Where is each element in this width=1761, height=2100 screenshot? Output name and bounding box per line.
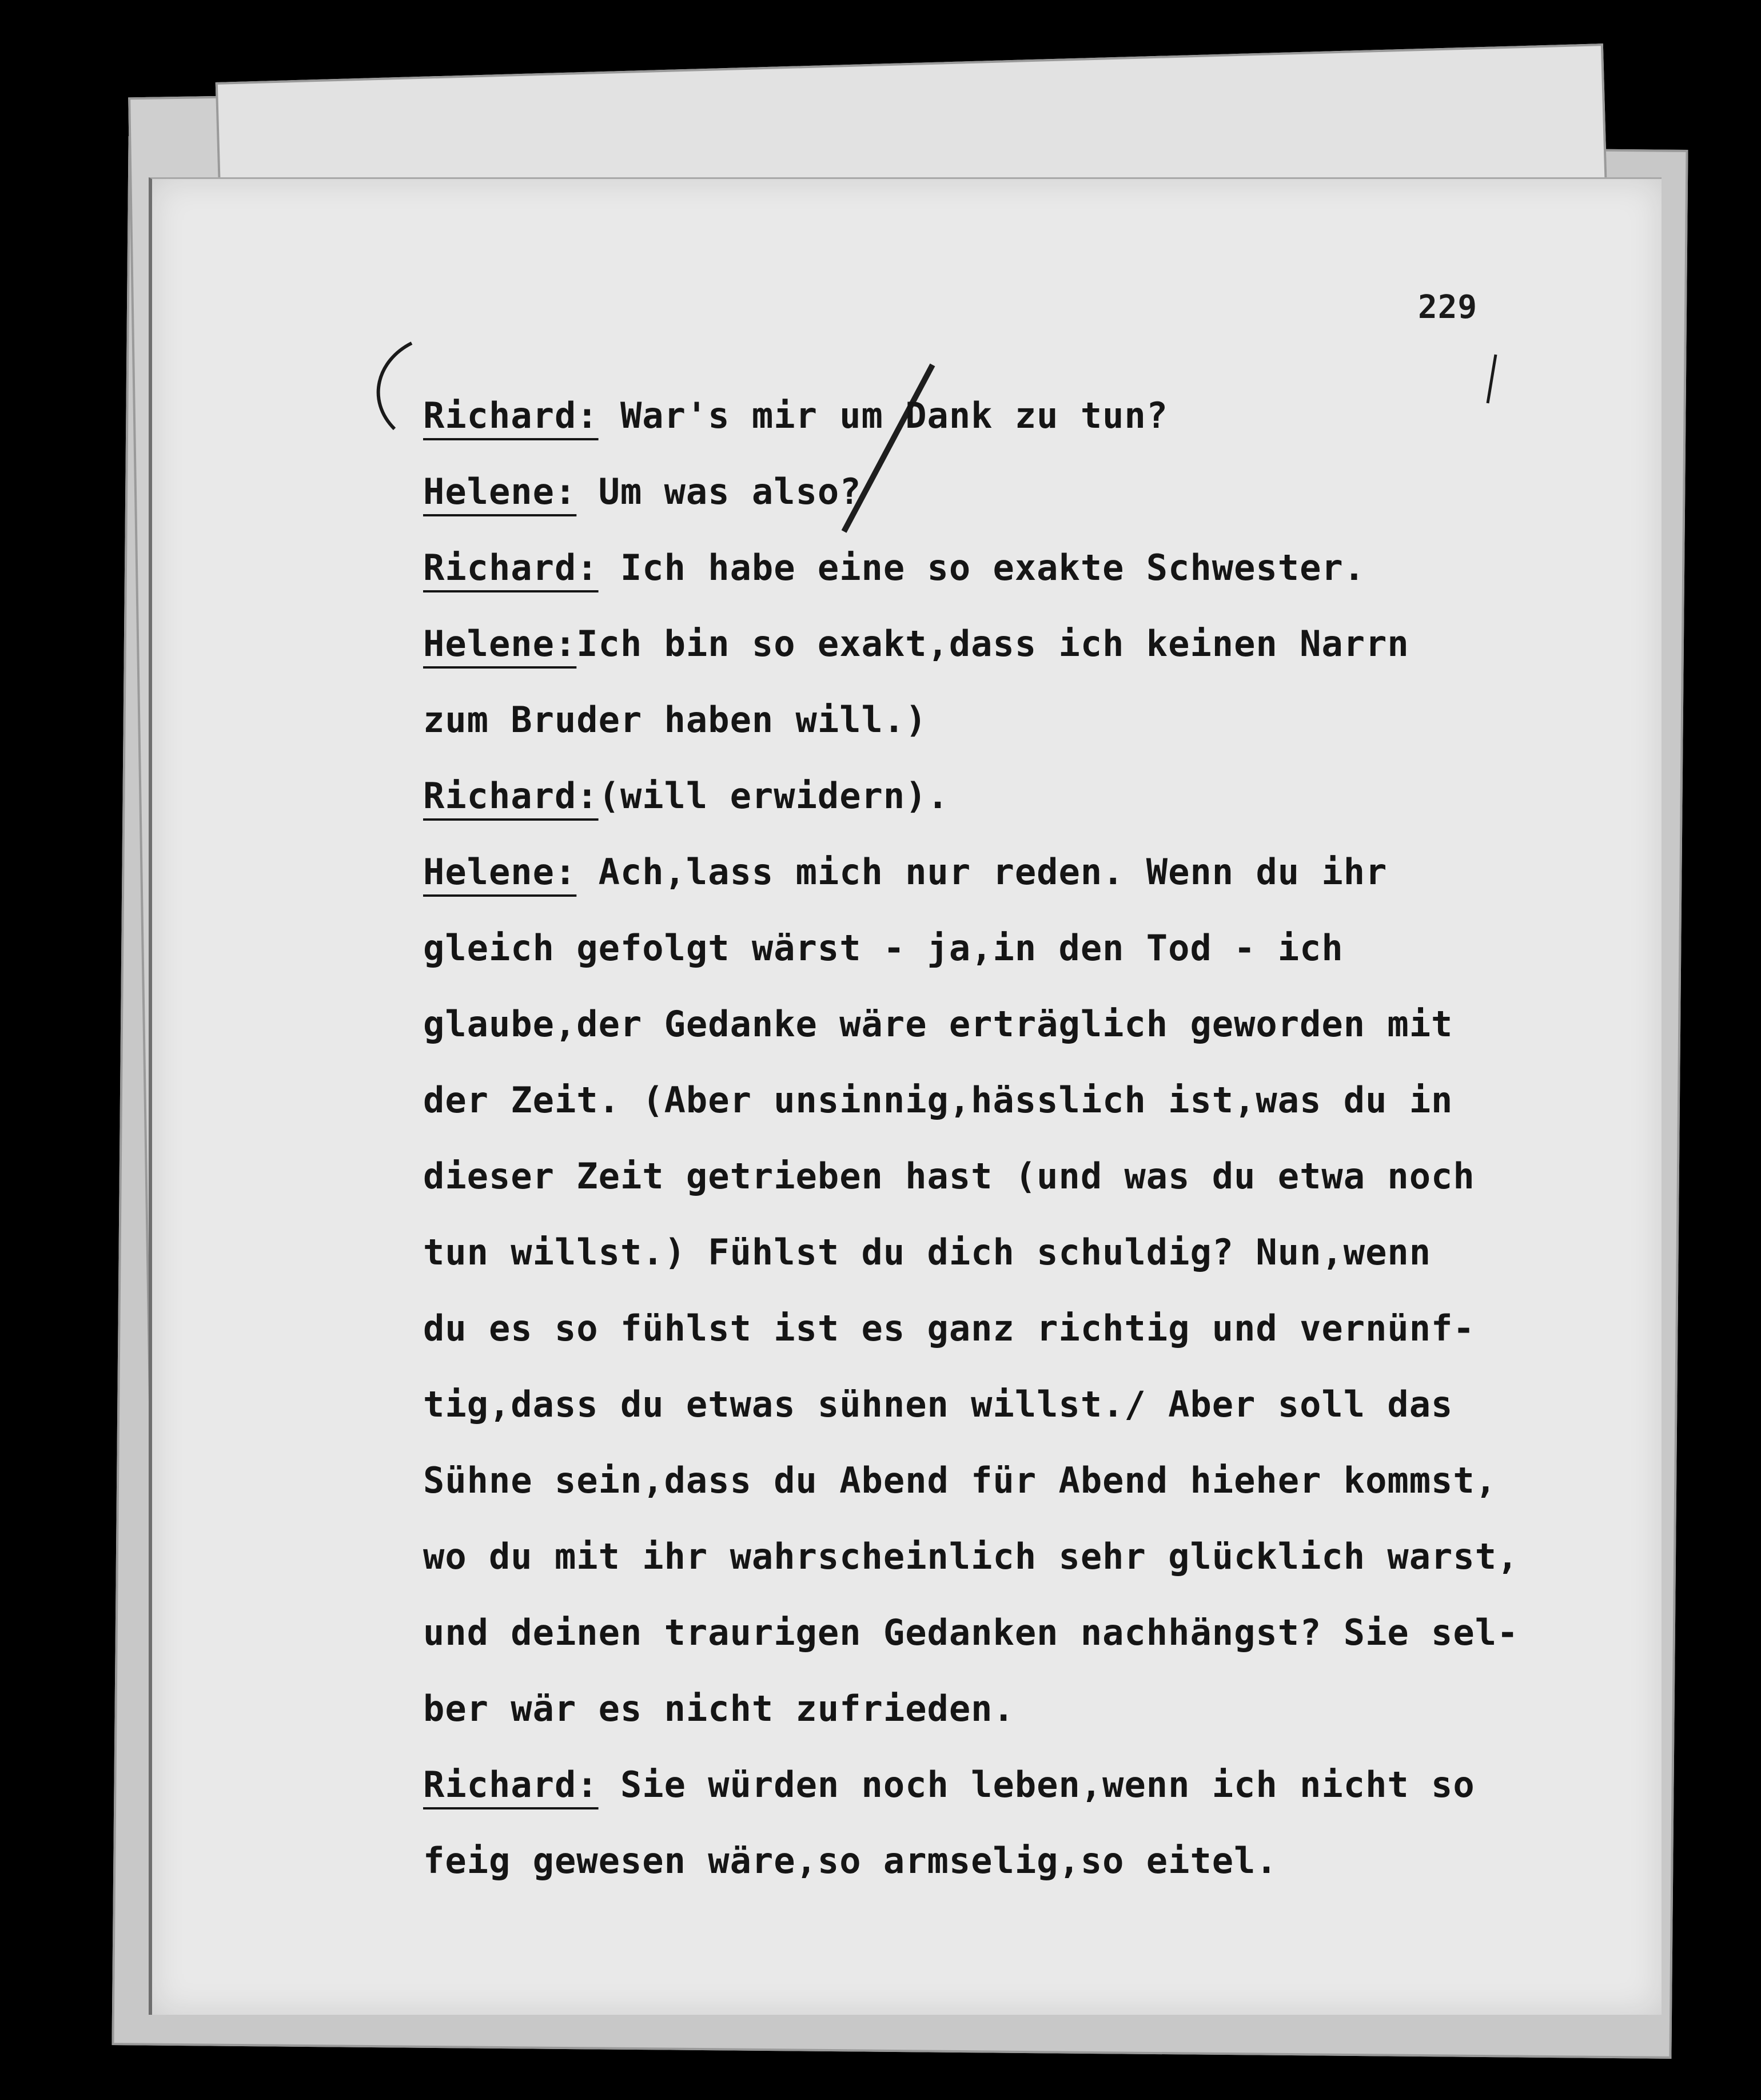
margin-bracket-mark <box>354 337 429 440</box>
script-line <box>423 1366 1601 1442</box>
script-line <box>423 1518 1601 1594</box>
dialogue-text: Ach,lass mich nur reden. Wenn du ihr <box>576 851 1388 893</box>
dialogue-text: gleich gefolgt wärst - ja,in den Tod - ich <box>423 927 1344 969</box>
dialogue-text: du es so fühlst ist es ganz richtig und vernünf- <box>423 1307 1475 1349</box>
script-line <box>423 1747 1601 1823</box>
script-line <box>423 606 1601 682</box>
dialogue-text: feig gewesen wäre,so armselig,so eitel. <box>423 1840 1278 1882</box>
page-number: 229 <box>1418 289 1478 326</box>
dialogue-text: Sie würden noch leben,wenn ich nicht so <box>598 1764 1475 1805</box>
dialogue-text: wo du mit ihr wahrscheinlich sehr glücklich warst, <box>423 1536 1519 1577</box>
dialogue-text: zum Bruder haben will.) <box>423 699 927 741</box>
speaker-label: Richard: <box>423 775 599 817</box>
script-line <box>423 1138 1601 1214</box>
script-line <box>423 530 1601 606</box>
speaker-label: Richard: <box>423 395 599 436</box>
script-line <box>423 1442 1601 1518</box>
dialogue-text: tun willst.) Fühlst du dich schuldig? Nun,wenn <box>423 1231 1432 1273</box>
script-line <box>423 1214 1601 1290</box>
dialogue-text: tig,dass du etwas sühnen willst./ Aber soll das <box>423 1383 1453 1425</box>
dialogue-text: glaube,der Gedanke wäre erträglich geworden mit <box>423 1003 1453 1045</box>
dialogue-text: Ich bin so exakt,dass ich keinen Narrn <box>576 623 1409 665</box>
script-line <box>423 834 1601 910</box>
script-line <box>423 1290 1601 1366</box>
script-line <box>423 758 1601 834</box>
dialogue-text: (will erwidern). <box>598 775 949 817</box>
script-line <box>423 910 1601 986</box>
dialogue-text: dieser Zeit getrieben hast (und was du etwa noch <box>423 1155 1475 1197</box>
script-line <box>423 986 1601 1062</box>
script-line <box>423 454 1601 530</box>
speaker-label: Richard: <box>423 547 599 588</box>
dialogue-text: War's mir um Dank zu tun? <box>598 395 1169 436</box>
speaker-label: Richard: <box>423 1764 599 1805</box>
speaker-label: Helene: <box>423 471 577 512</box>
script-line <box>423 1823 1601 1899</box>
dialogue-text: der Zeit. (Aber unsinnig,hässlich ist,was du in <box>423 1079 1453 1121</box>
script-line <box>423 1062 1601 1138</box>
dialogue-text: ber wär es nicht zufrieden. <box>423 1688 1015 1729</box>
script-line <box>423 377 1601 454</box>
dialogue-text: Sühne sein,dass du Abend für Abend hieher kommst, <box>423 1459 1497 1501</box>
speaker-label: Helene: <box>423 623 577 665</box>
dialogue-text: Ich habe eine so exakte Schwester. <box>598 547 1366 588</box>
speaker-label: Helene: <box>423 851 577 893</box>
dialogue-text: und deinen traurigen Gedanken nachhängst? Sie sel- <box>423 1612 1519 1653</box>
script-line <box>423 682 1601 758</box>
script-line <box>423 1671 1601 1747</box>
script-line <box>423 1594 1601 1671</box>
dialogue-text: Um was also? <box>576 471 862 512</box>
script-text <box>423 377 1601 1899</box>
